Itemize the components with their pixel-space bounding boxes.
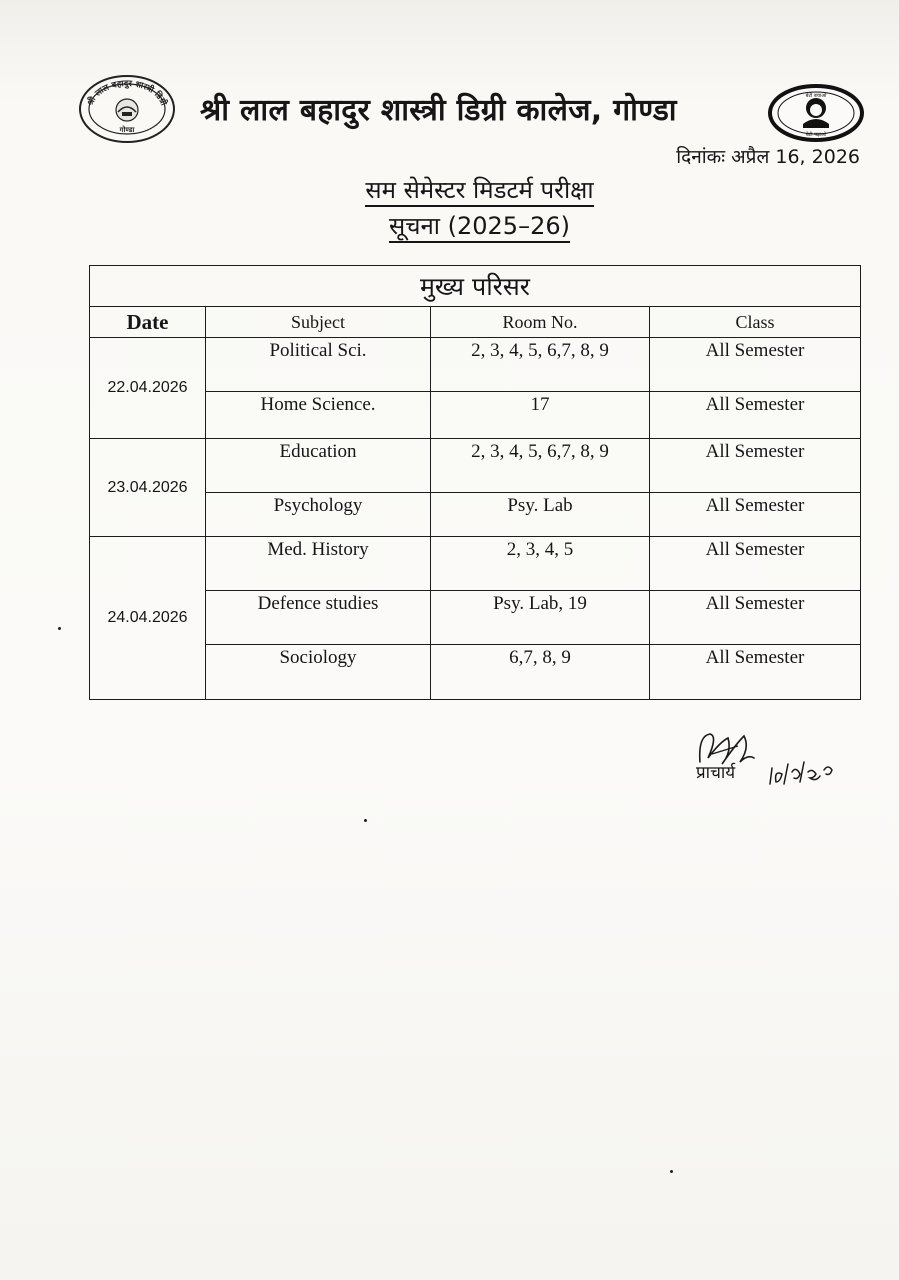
exam-date-cell: 24.04.2026 bbox=[90, 537, 206, 700]
room-cell: 17 bbox=[431, 392, 650, 439]
exam-schedule-table bbox=[89, 265, 861, 700]
table-caption: मुख्य परिसर bbox=[90, 266, 861, 307]
column-header-subject: Subject bbox=[206, 307, 431, 338]
scan-speck bbox=[670, 1170, 673, 1173]
class-cell: All Semester bbox=[650, 537, 861, 591]
class-cell: All Semester bbox=[650, 439, 861, 493]
subject-cell: Defence studies bbox=[206, 591, 431, 645]
table-header-row bbox=[90, 307, 861, 338]
table-row bbox=[90, 645, 861, 700]
class-cell: All Semester bbox=[650, 392, 861, 439]
room-cell: 2, 3, 4, 5, 6,7, 8, 9 bbox=[431, 338, 650, 392]
svg-text:बेटी पढ़ाओ: बेटी पढ़ाओ bbox=[805, 132, 827, 138]
exam-date-cell: 22.04.2026 bbox=[90, 338, 206, 439]
table-row bbox=[90, 591, 861, 645]
beti-bachao-logo bbox=[768, 84, 864, 142]
class-cell: All Semester bbox=[650, 591, 861, 645]
table-row bbox=[90, 537, 861, 591]
room-cell: Psy. Lab bbox=[431, 493, 650, 537]
column-header-class: Class bbox=[650, 307, 861, 338]
subject-cell: Education bbox=[206, 439, 431, 493]
room-cell: 6,7, 8, 9 bbox=[431, 645, 650, 700]
svg-text:बेटी बचाओ: बेटी बचाओ bbox=[805, 93, 827, 99]
table-row bbox=[90, 439, 861, 493]
column-header-room: Room No. bbox=[431, 307, 650, 338]
subject-cell: Sociology bbox=[206, 645, 431, 700]
class-cell: All Semester bbox=[650, 493, 861, 537]
notice-subheading bbox=[30, 209, 899, 242]
room-cell: 2, 3, 4, 5, 6,7, 8, 9 bbox=[431, 439, 650, 493]
subject-cell: Home Science. bbox=[206, 392, 431, 439]
subject-cell: Med. History bbox=[206, 537, 431, 591]
column-header-date: Date bbox=[90, 307, 206, 338]
college-seal-logo bbox=[78, 74, 176, 144]
scan-speck bbox=[58, 627, 61, 630]
exam-date-cell: 23.04.2026 bbox=[90, 439, 206, 537]
table-row bbox=[90, 338, 861, 392]
class-cell: All Semester bbox=[650, 645, 861, 700]
room-cell: Psy. Lab, 19 bbox=[431, 591, 650, 645]
notice-heading-line1: सम सेमेस्टर मिडटर्म परीक्षा bbox=[365, 176, 593, 207]
table-row bbox=[90, 392, 861, 439]
svg-text:गोण्डा: गोण्डा bbox=[119, 126, 135, 134]
svg-text:श्री लाल बहादुर शास्त्री डिग्र: श्री लाल बहादुर शास्त्री डिग्री bbox=[85, 78, 169, 108]
room-cell: 2, 3, 4, 5 bbox=[431, 537, 650, 591]
college-name: श्री लाल बहादुर शास्त्री डिग्री कालेज, गोण्डा bbox=[200, 93, 677, 128]
subject-cell: Political Sci. bbox=[206, 338, 431, 392]
table-row bbox=[90, 493, 861, 537]
class-cell: All Semester bbox=[650, 338, 861, 392]
notice-heading-line2: सूचना (2025–26) bbox=[389, 212, 570, 243]
notice-date: दिनांकः अप्रैल 16, 2026 bbox=[676, 146, 860, 168]
subject-cell: Psychology bbox=[206, 493, 431, 537]
principal-label: प्राचार्य bbox=[696, 763, 736, 783]
scan-speck bbox=[364, 819, 367, 822]
notice-heading bbox=[30, 173, 899, 206]
